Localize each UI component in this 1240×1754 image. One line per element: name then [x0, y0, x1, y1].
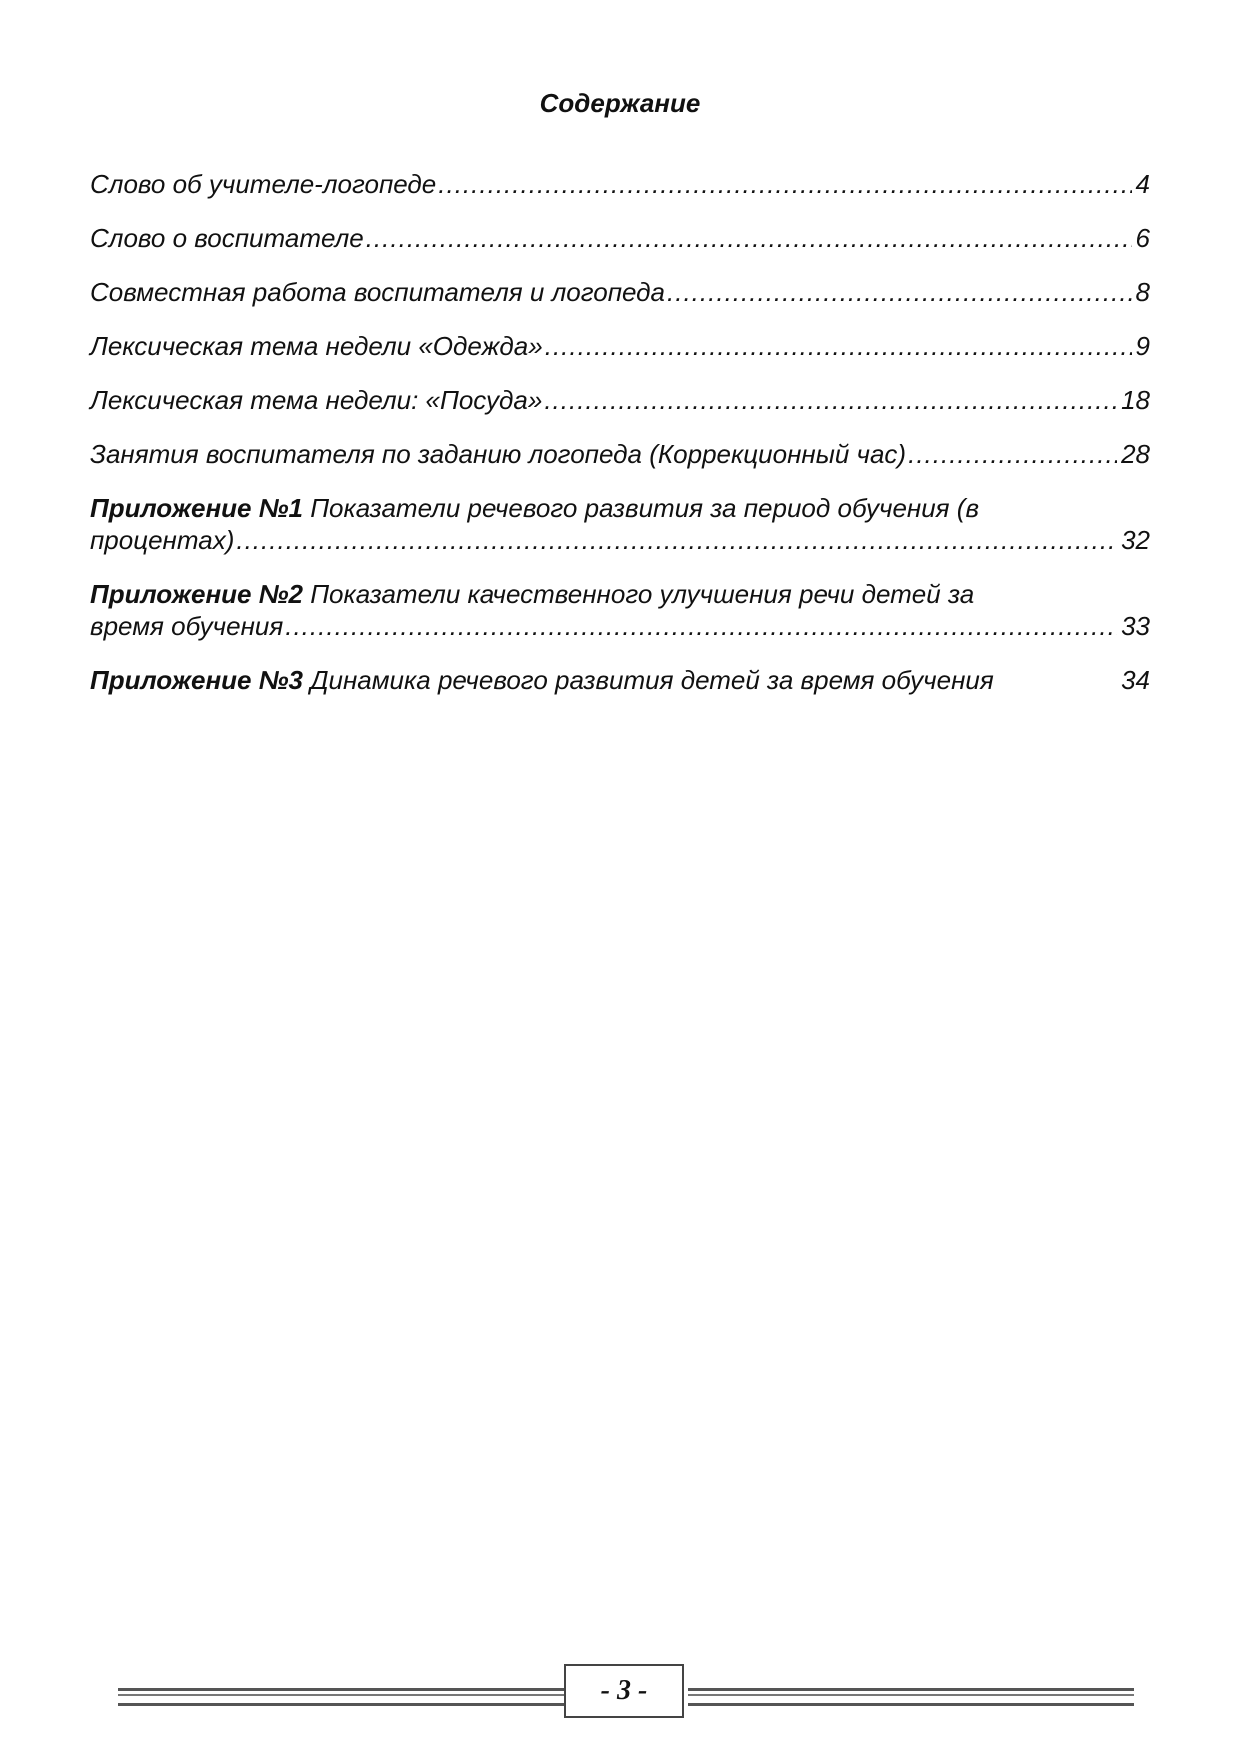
toc-entry[interactable]	[90, 276, 1150, 308]
toc-leader-dots	[667, 276, 1132, 308]
toc-entry-page: 4	[1135, 169, 1150, 199]
toc-entry[interactable]	[90, 330, 1150, 362]
toc-entry-page: 18	[1121, 385, 1150, 415]
toc-entry-title: Слово об учителе-логопеде	[90, 169, 437, 199]
toc-leader-dots	[438, 168, 1131, 200]
page-number-box	[564, 1664, 684, 1718]
toc-entry-title: Динамика речевого развития детей за время обучения	[302, 665, 994, 695]
toc-entry[interactable]	[90, 438, 1150, 470]
toc-leader-dots	[544, 384, 1117, 416]
toc-appendix-label: Приложение №2	[90, 579, 303, 609]
toc-entry[interactable]	[90, 384, 1150, 416]
toc-entry-page: 6	[1135, 223, 1150, 253]
footer-rule-left	[118, 1688, 564, 1706]
toc-entry-title-continuation: время обучения	[90, 611, 284, 641]
toc-leader-dots	[908, 438, 1117, 470]
toc-entry-title: Слово о воспитателе	[90, 223, 364, 253]
toc-leader-dots	[545, 330, 1132, 362]
toc-leader-dots	[236, 524, 1117, 556]
page-footer	[118, 1664, 1134, 1724]
toc-entry-title: Занятия воспитателя по заданию логопеда (Коррекционный час)	[90, 439, 907, 469]
toc-entry-title: Лексическая тема недели «Одежда»	[90, 331, 543, 361]
table-of-contents	[90, 168, 1150, 718]
toc-appendix-label: Приложение №1	[90, 493, 303, 523]
toc-entry-appendix-2[interactable]	[90, 578, 1150, 642]
toc-leader-dots	[285, 610, 1117, 642]
toc-entry-page: 9	[1135, 331, 1150, 361]
toc-appendix-label: Приложение №3	[90, 665, 303, 695]
page-number: - 3 -	[600, 1675, 648, 1706]
toc-entry[interactable]	[90, 168, 1150, 200]
toc-entry-title: Лексическая тема недели: «Посуда»	[90, 385, 543, 415]
toc-entry-page: 8	[1135, 277, 1150, 307]
toc-entry-appendix-1[interactable]	[90, 492, 1150, 556]
footer-rule-right	[688, 1688, 1134, 1706]
toc-entry-title-continuation: процентах)	[90, 525, 235, 555]
toc-entry-page: 34	[1121, 665, 1150, 695]
toc-leader-dots	[366, 222, 1132, 254]
toc-entry-page: 28	[1121, 439, 1150, 469]
toc-entry-page: 33	[1121, 611, 1150, 641]
toc-entry-title: Показатели качественного улучшения речи детей за	[302, 579, 975, 609]
toc-entry-page: 32	[1121, 525, 1150, 555]
toc-entry-title: Показатели речевого развития за период обучения (в	[302, 493, 980, 523]
toc-entry-title: Совместная работа воспитателя и логопеда	[90, 277, 666, 307]
toc-entry-text	[90, 664, 994, 696]
toc-entry[interactable]	[90, 222, 1150, 254]
toc-entry-appendix-3[interactable]	[90, 664, 1150, 696]
page-title: Содержание	[539, 88, 701, 118]
